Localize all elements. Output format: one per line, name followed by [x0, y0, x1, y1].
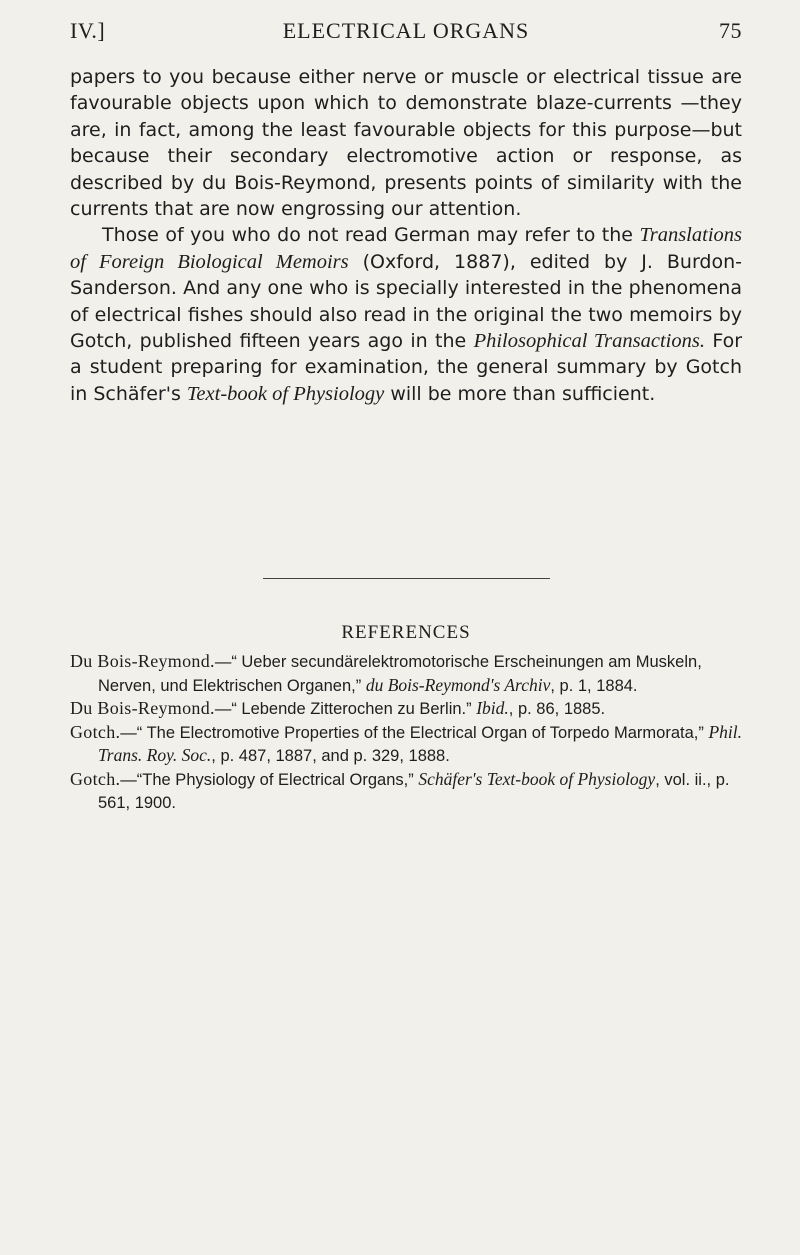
reference-source: Schäfer's Text-book of Physiology [418, 768, 656, 789]
reference-text: —“The Physiology of Electrical Organs,” [120, 770, 419, 789]
paragraph-text: Those of you who do not read German may refer to the [102, 224, 640, 247]
paragraph-text: papers to you because either nerve or muscle or electrical tissue are favourable objects upon which to demonstrate blaze-currents —they are, in fact, among the least favourable objects for this purpose—but because their secondary electromotive action or response, as described by du Bois-Reymond, presents points of similarity with the currents that are now engrossing our attention. [70, 66, 742, 221]
reference-source: Phil. Trans. Roy. Soc. [98, 721, 742, 766]
reference-author: Du Bois-Reymond. [70, 698, 215, 719]
reference-entry [70, 697, 742, 721]
references-list [70, 650, 742, 814]
running-title: ELECTRICAL ORGANS [282, 18, 530, 43]
running-head [70, 18, 742, 50]
reference-author: Du Bois-Reymond. [70, 651, 215, 671]
reference-text: , p. 86, 1885. [508, 700, 606, 719]
reference-author: Gotch. [70, 768, 121, 789]
reference-source: Ibid. [476, 698, 509, 719]
references-heading: REFERENCES [341, 622, 471, 643]
book-page [70, 0, 742, 1255]
reference-entry [70, 650, 742, 697]
reference-source: du Bois-Reymond's Archiv [365, 674, 551, 695]
book-title: Text-book of Physiology [186, 382, 385, 405]
page-number: 75 [719, 18, 742, 43]
section-divider [263, 578, 550, 579]
journal-title: Philosophical Transactions. [473, 330, 705, 353]
reference-text: , vol. ii., p. 561, 1900. [98, 770, 730, 812]
reference-entry [70, 721, 742, 768]
paragraph-text: will be more than sufficient. [384, 382, 656, 405]
paragraph [70, 222, 742, 407]
reference-text: —“ The Electromotive Properties of the Electrical Organ of Torpedo Marmorata,” [120, 723, 709, 742]
paragraph [70, 64, 742, 222]
paragraph-text: (Oxford, 1887), edited by J. Burdon-Sanderson. And any one who is specially interested in the phenomena of electrical fishes should also read in the original the two memoirs by Gotch, published fifteen years ago in the [70, 250, 743, 353]
book-title: Translations of Foreign Biological Memoirs [70, 224, 742, 273]
reference-entry [70, 768, 742, 814]
reference-author: Gotch. [70, 721, 121, 742]
chapter-number: IV.] [70, 18, 106, 43]
reference-text: , p. 1, 1884. [550, 676, 638, 695]
body-text [70, 64, 742, 407]
reference-text: —“ Ueber secundärelektromotorische Erscheinungen am Muskeln, Nerven, und Elektrischen Organen,” [98, 653, 702, 695]
reference-text: , p. 487, 1887, and p. 329, 1888. [211, 747, 450, 766]
reference-text: —“ Lebende Zitterochen zu Berlin.” [214, 700, 477, 719]
paragraph-text: For a student preparing for examination, the general summary by Gotch in Schäfer's [70, 330, 743, 405]
